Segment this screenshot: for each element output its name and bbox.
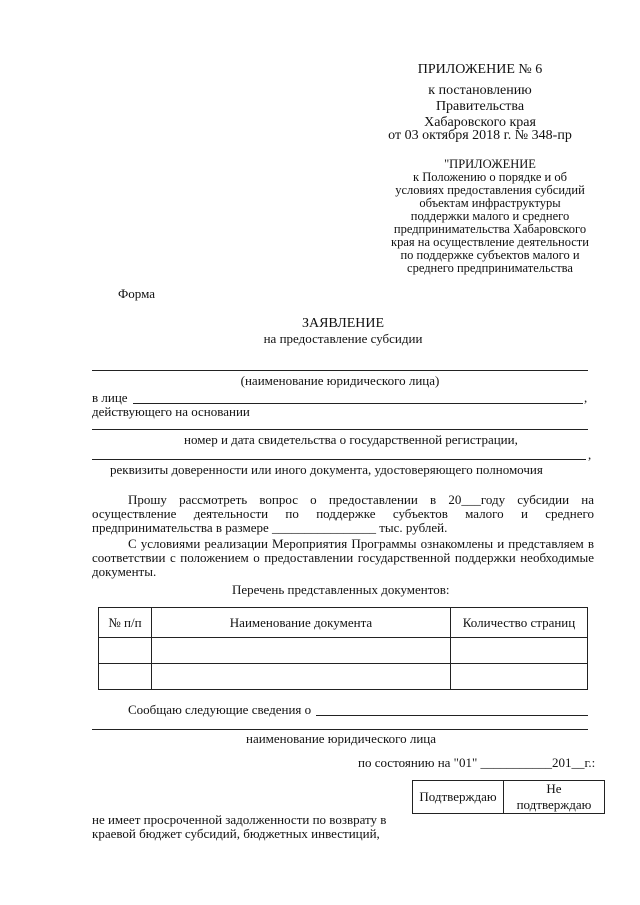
debt-statement — [92, 813, 386, 841]
debt-line-2: краевой бюджет субсидий, бюджетных инвестиций, — [92, 826, 380, 841]
document-title: ЗАЯВЛЕНИЕ — [301, 316, 385, 331]
annex-line-2: Правительства — [435, 99, 525, 114]
header-document-name: Наименование документа — [152, 608, 451, 638]
annex-line-3: Хабаровского края — [424, 115, 536, 130]
sub-annex-line: по поддержке субъектов малого и — [400, 248, 580, 262]
conditions-line-3: документы. — [92, 564, 157, 579]
conditions-line-2: соответствии с положением о предоставлении государственной поддержки необходимые — [92, 550, 594, 565]
not-confirm-cell[interactable]: Не подтверждаю — [504, 781, 605, 814]
org-name-caption: (наименование юридического лица) — [240, 373, 440, 388]
table-cell[interactable] — [99, 664, 152, 690]
confirm-cell[interactable]: Подтверждаю — [413, 781, 504, 814]
sub-annex-line: поддержки малого и среднего — [410, 209, 570, 223]
in-person-label: в лице — [92, 390, 128, 405]
sub-annex-title: "ПРИЛОЖЕНИЕ — [444, 157, 536, 171]
org-name-line[interactable] — [92, 370, 588, 371]
report-org-line-1[interactable] — [316, 715, 588, 716]
as-of-date: по состоянию на "01" ___________201__г.: — [358, 755, 596, 770]
conditions-line-1: С условиями реализации Мероприятия Программы ознакомлены и представляем в — [128, 536, 594, 551]
registration-caption: номер и дата свидетельства о государственной регистрации, — [184, 432, 518, 447]
report-org-caption: наименование юридического лица — [246, 731, 437, 746]
debt-line-1: не имеет просроченной задолженности по возврату в — [92, 812, 387, 827]
request-line-1: Прошу рассмотреть вопрос о предоставлении в 20___году субсидии на — [128, 492, 594, 507]
form-label: Форма — [118, 286, 155, 301]
power-caption: реквизиты доверенности или иного документа, удостоверяющего полномочия — [110, 462, 543, 477]
document-subtitle: на предоставление субсидии — [263, 331, 423, 346]
request-line-2: осуществление деятельности по поддержке субъектов малого и среднего — [92, 506, 594, 521]
acting-basis-label: действующего на основании — [92, 404, 250, 419]
header-page-count: Количество страниц — [451, 608, 588, 638]
registration-line[interactable] — [92, 429, 588, 430]
documents-table — [98, 607, 588, 690]
table-row — [99, 664, 588, 690]
sub-annex-line: края на осуществление деятельности — [391, 235, 589, 249]
report-org-line-2[interactable] — [92, 729, 588, 730]
header-number: № п/п — [99, 608, 152, 638]
comma: , — [588, 447, 592, 462]
comma: , — [584, 390, 588, 405]
sub-annex-line: объектам инфраструктуры — [419, 196, 561, 210]
sub-annex-line: среднего предпринимательства — [407, 261, 573, 275]
annex-decree — [400, 83, 560, 131]
docs-list-title: Перечень представленных документов: — [232, 582, 450, 597]
sub-annex-line: предпринимательства Хабаровского — [393, 222, 587, 236]
table-row — [99, 638, 588, 664]
table-cell[interactable] — [99, 638, 152, 664]
table-cell[interactable] — [152, 664, 451, 690]
power-line[interactable] — [92, 459, 586, 460]
table-cell[interactable] — [451, 664, 588, 690]
sub-annex — [375, 158, 605, 275]
sub-annex-line: к Положению о порядке и об — [413, 170, 567, 184]
request-line-3: предпринимательства в размере ________________ тыс. рублей. — [92, 520, 448, 535]
annex-date: от 03 октября 2018 г. № 348-пр — [388, 128, 572, 143]
table-cell[interactable] — [152, 638, 451, 664]
annex-title: ПРИЛОЖЕНИЕ № 6 — [417, 62, 543, 77]
table-cell[interactable] — [451, 638, 588, 664]
annex-line-1: к постановлению — [428, 83, 532, 98]
sub-annex-line: условиях предоставления субсидий — [395, 183, 585, 197]
report-prefix: Сообщаю следующие сведения о — [128, 702, 312, 717]
confirm-table — [412, 780, 605, 814]
